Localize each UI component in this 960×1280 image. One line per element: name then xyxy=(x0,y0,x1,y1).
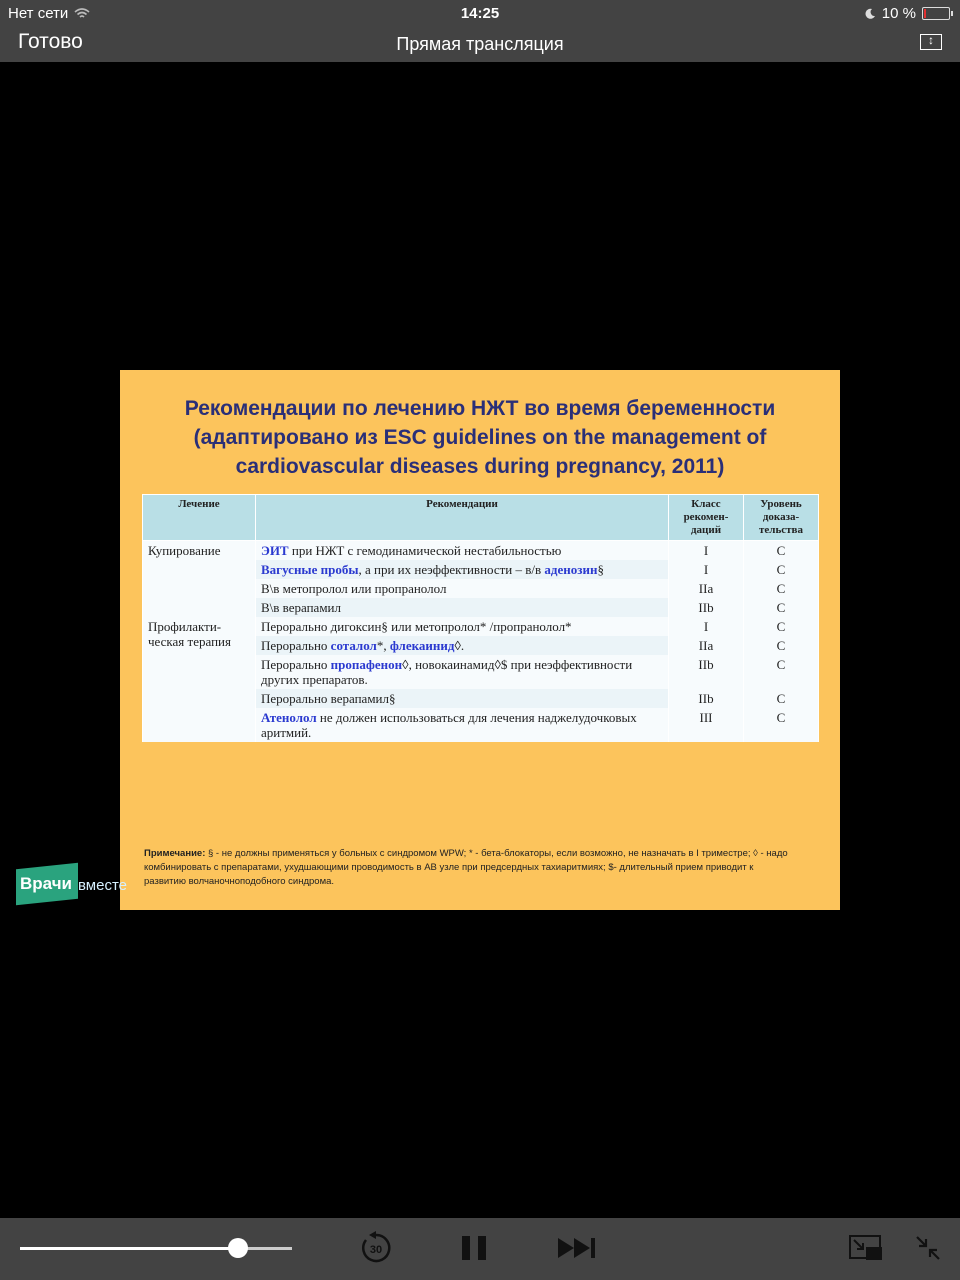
battery-icon xyxy=(922,7,950,20)
picture-in-picture-button[interactable] xyxy=(848,1234,884,1267)
player-controls xyxy=(0,1218,960,1280)
slide-note xyxy=(144,847,794,889)
resize-icon[interactable]: ↕ xyxy=(920,34,942,50)
nav-title: Прямая трансляция xyxy=(396,34,564,54)
class-cell: IIb xyxy=(669,689,744,708)
level-cell: C xyxy=(744,541,819,561)
recommendation-cell xyxy=(256,636,669,655)
slide-title-line3: cardiovascular diseases during pregnancy, 2011) xyxy=(235,455,725,478)
logo-word2: вместе xyxy=(78,877,127,894)
nav-bar xyxy=(0,26,960,62)
header-recommendations: Рекомендации xyxy=(256,495,669,541)
treatment-group-cell: Купирование xyxy=(143,541,256,618)
class-cell: I xyxy=(669,541,744,561)
recommendation-text: при НЖТ с гемодинамической нестабильностью xyxy=(288,543,562,558)
note-text: § - не должны применяться у больных с синдромом WPW; * - бета-блокаторы, если возможно, не назначать в I триместре; ◊ - надо комбинировать с препаратами, ухудшающими проводимость в АВ узле при предсердных тахиаритмиях; $- длительный прием приводит к развитию волчаночноподобного синдрома. xyxy=(144,848,788,887)
logo-word1: Врачи xyxy=(20,874,73,893)
recommendation-text: В\в метопролол или пропранолол xyxy=(261,581,447,596)
progress-thumb[interactable] xyxy=(228,1238,248,1258)
level-cell: C xyxy=(744,617,819,636)
level-cell: C xyxy=(744,708,819,742)
table-header-row xyxy=(143,495,819,541)
battery-level xyxy=(924,9,926,18)
recommendation-cell xyxy=(256,617,669,636)
slide-title-line2: (адаптировано из ESC guidelines on the management of xyxy=(193,426,767,449)
recommendation-text: Перорально xyxy=(261,657,331,672)
class-cell: IIa xyxy=(669,636,744,655)
class-cell: I xyxy=(669,560,744,579)
pause-button[interactable] xyxy=(460,1234,488,1267)
class-cell: IIa xyxy=(669,579,744,598)
carrier-label: Нет сети xyxy=(8,5,69,22)
progress-fill xyxy=(20,1247,238,1250)
next-button[interactable] xyxy=(556,1236,600,1265)
header-class: Класс рекомен-даций xyxy=(669,495,744,541)
recommendation-text: ◊, новокаинамид◊$ при неэффективности других препаратов. xyxy=(261,657,633,687)
recommendation-text: Перорально верапамил§ xyxy=(261,691,396,706)
skip-back-label: 30 xyxy=(369,1244,383,1256)
header-treatment: Лечение xyxy=(143,495,256,541)
recommendation-cell xyxy=(256,598,669,617)
done-button[interactable]: Готово xyxy=(18,30,83,53)
recommendation-text: В\в верапамил xyxy=(261,600,341,615)
level-cell: C xyxy=(744,636,819,655)
table-row xyxy=(143,617,819,636)
pause-icon xyxy=(460,1234,488,1262)
recommendation-text: , а при их неэффективности – в/в xyxy=(358,562,545,577)
recommendation-text: Перорально xyxy=(261,638,331,653)
drug-name: соталол xyxy=(330,638,377,653)
recommendation-cell xyxy=(256,541,669,561)
status-right xyxy=(864,5,950,22)
recommendations-table xyxy=(142,494,819,742)
channel-logo xyxy=(16,862,140,904)
video-frame xyxy=(120,370,840,910)
recommendation-cell xyxy=(256,655,669,689)
skip-back-icon xyxy=(358,1230,394,1266)
recommendation-text: § xyxy=(597,562,604,577)
level-cell: C xyxy=(744,560,819,579)
level-cell: C xyxy=(744,598,819,617)
drug-name: аденозин xyxy=(544,562,598,577)
drug-name: Атенолол xyxy=(261,710,317,725)
battery-percent: 10 % xyxy=(881,5,916,22)
skip-back-30-button[interactable] xyxy=(358,1230,394,1271)
level-cell: C xyxy=(744,655,819,689)
picture-in-picture-icon xyxy=(848,1234,884,1262)
moon-icon xyxy=(864,8,876,20)
recommendation-cell xyxy=(256,579,669,598)
slide-title-line1: Рекомендации по лечению НЖТ во время беременности xyxy=(184,397,776,420)
recommendation-text: *, xyxy=(376,638,390,653)
recommendation-text: не должен использоваться для лечения наджелудочковых аритмий. xyxy=(261,710,637,740)
minimize-button[interactable] xyxy=(914,1234,942,1267)
level-cell: C xyxy=(744,689,819,708)
header-level: Уровень доказа-тельства xyxy=(744,495,819,541)
drug-name: Вагусные пробы xyxy=(261,562,359,577)
level-cell: C xyxy=(744,579,819,598)
drug-name: флекаинид xyxy=(389,638,455,653)
class-cell: I xyxy=(669,617,744,636)
class-cell: IIb xyxy=(669,598,744,617)
table-row xyxy=(143,541,819,561)
treatment-group-cell: Профилакти-ческая терапия xyxy=(143,617,256,742)
class-cell: IIb xyxy=(669,655,744,689)
skip-forward-icon xyxy=(556,1236,600,1260)
class-cell: III xyxy=(669,708,744,742)
table-body xyxy=(143,541,819,743)
drug-name: пропафенон xyxy=(330,657,403,672)
recommendation-cell xyxy=(256,560,669,579)
progress-track[interactable] xyxy=(20,1247,292,1250)
clock: 14:25 xyxy=(460,5,500,22)
status-bar xyxy=(0,0,960,26)
recommendation-cell xyxy=(256,689,669,708)
drug-name: ЭИТ xyxy=(261,543,289,558)
recommendation-text: ◊. xyxy=(454,638,465,653)
recommendation-text: Перорально дигоксин§ или метопролол* /пропранолол* xyxy=(261,619,572,634)
slide-title xyxy=(130,394,830,481)
note-label: Примечание: xyxy=(144,848,206,859)
collapse-icon xyxy=(914,1234,942,1262)
recommendation-cell xyxy=(256,708,669,742)
